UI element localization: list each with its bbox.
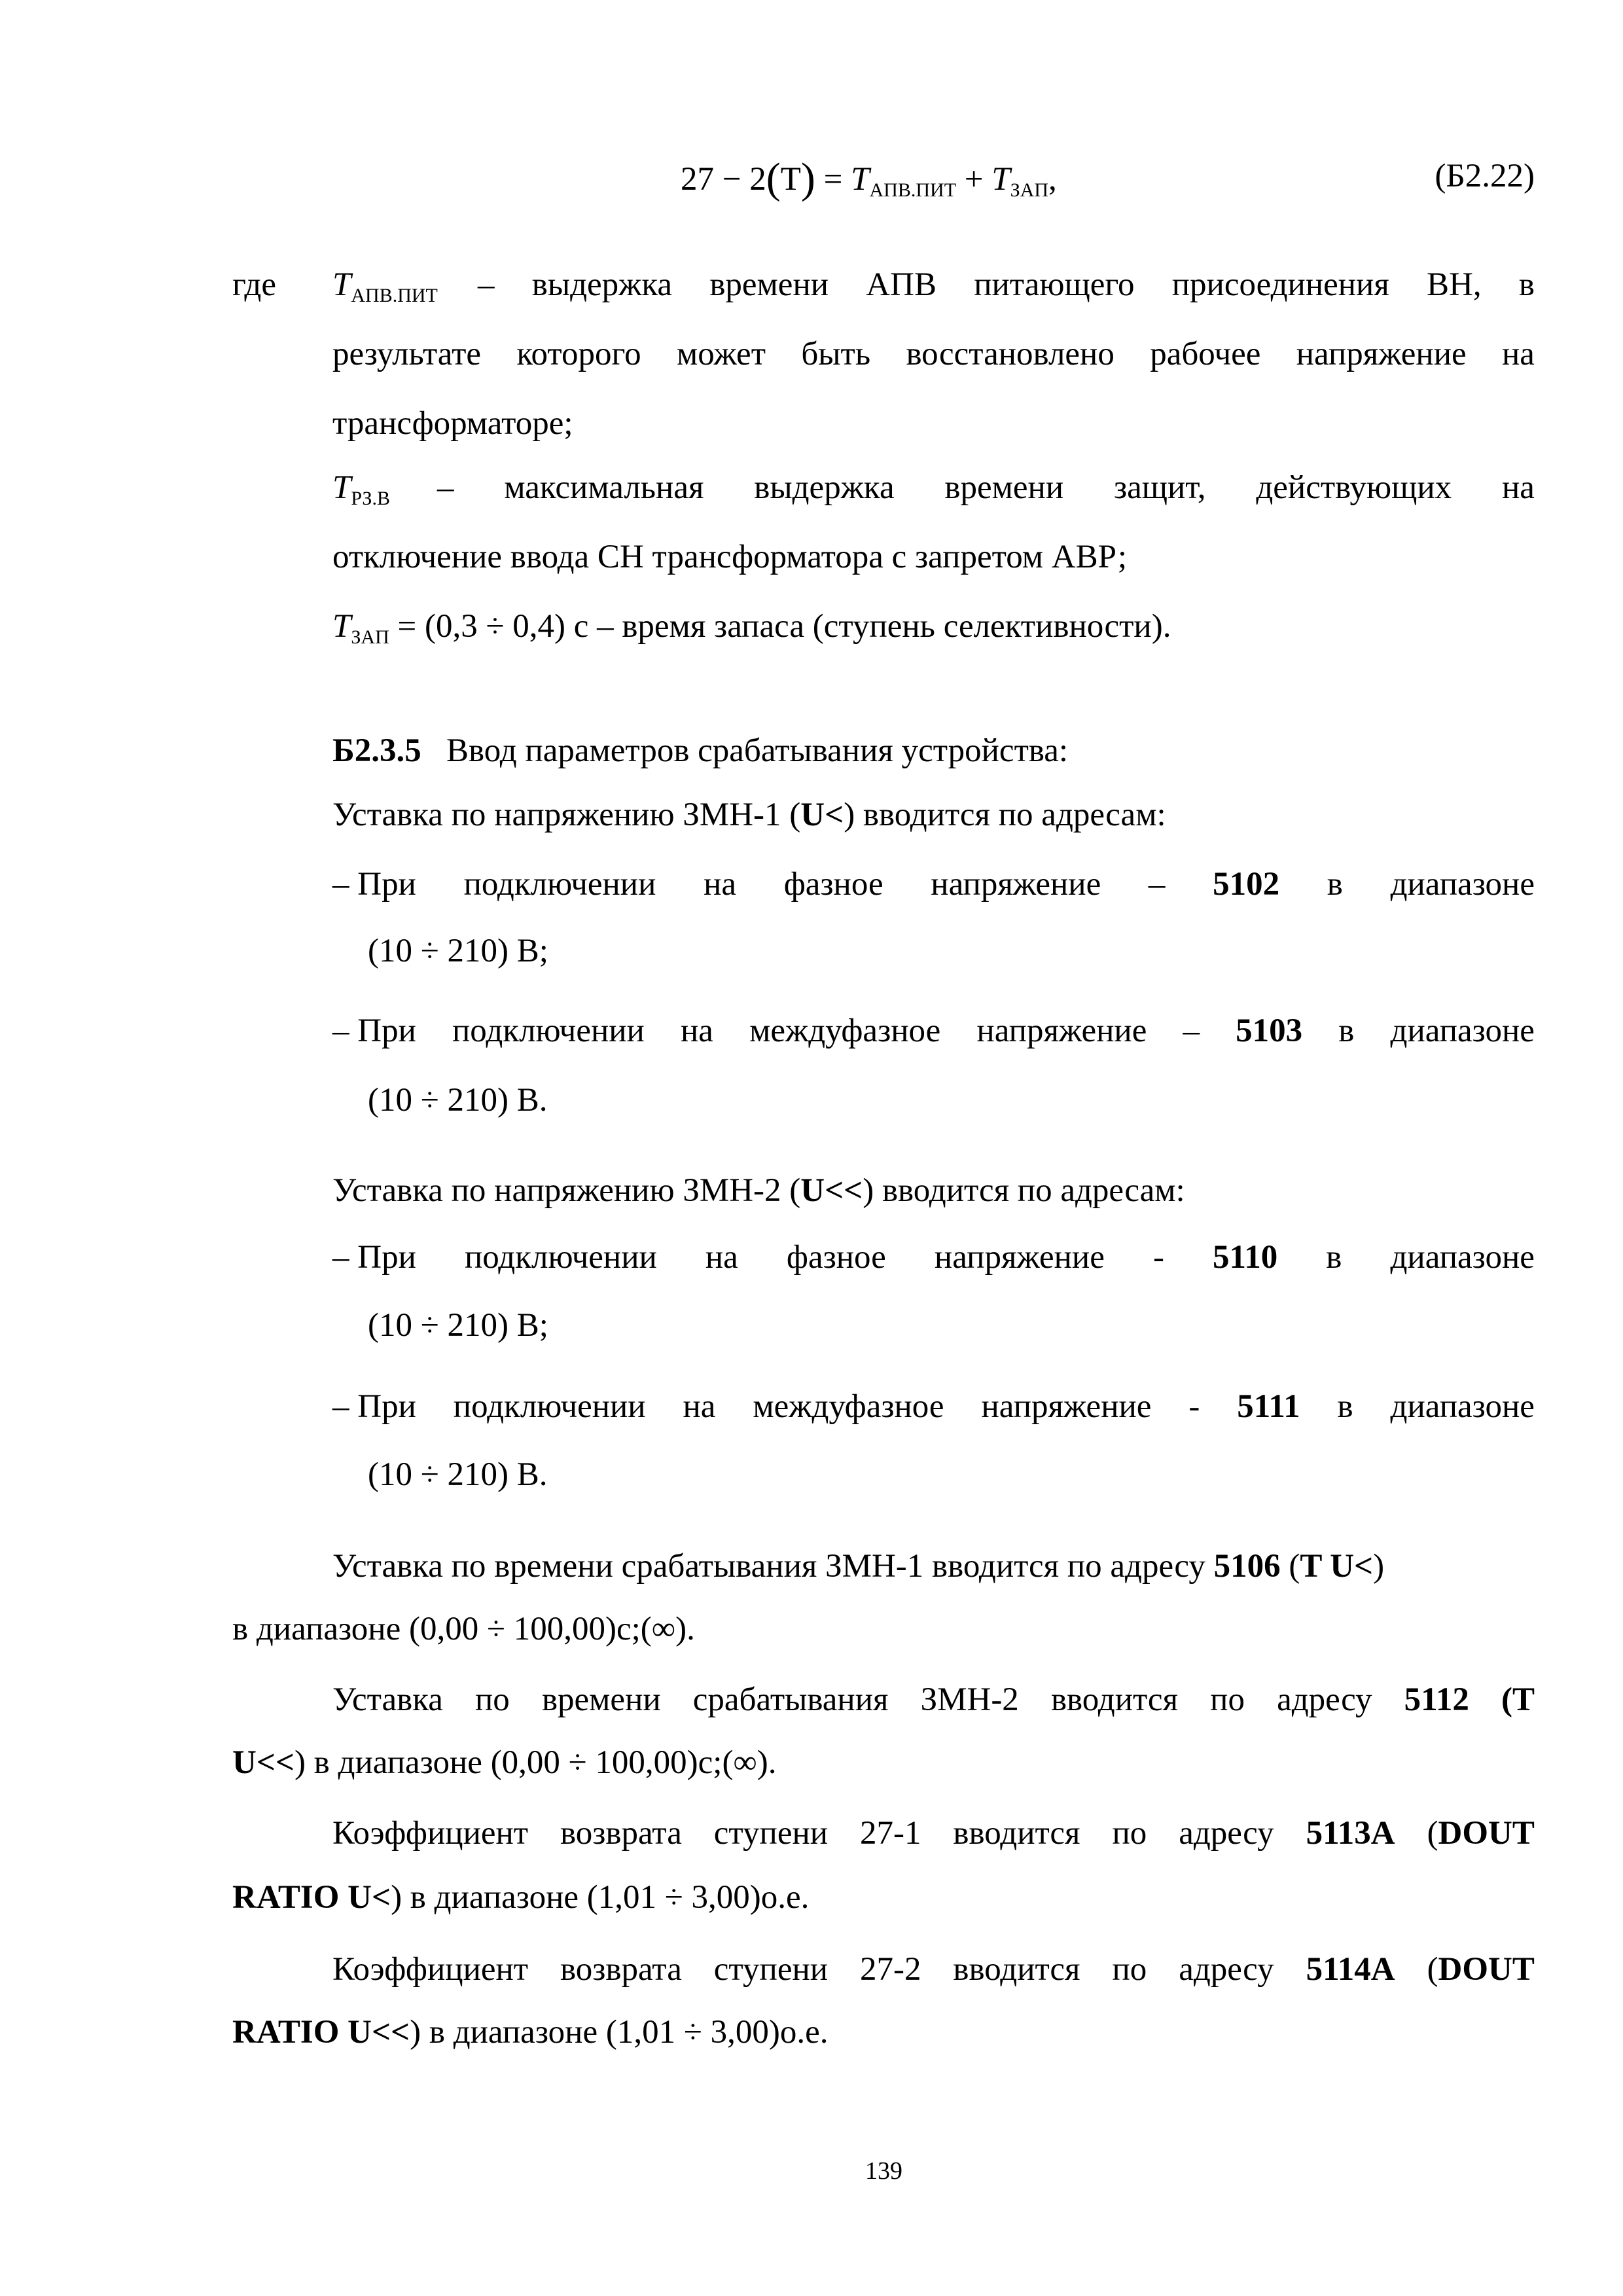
address: 5103: [1236, 1013, 1303, 1049]
word: диапазоне: [1390, 1388, 1535, 1425]
word: которого: [516, 336, 641, 372]
word: Коэффициент: [332, 1815, 529, 1852]
word: диапазоне: [1390, 1239, 1535, 1276]
word: –: [478, 266, 495, 303]
zmn1-item1-line1: [332, 865, 1535, 903]
word: –: [1148, 866, 1166, 903]
word: максимальная: [504, 469, 704, 506]
word: диапазоне: [1390, 866, 1535, 903]
word: -: [1188, 1388, 1200, 1425]
word: возврата: [560, 1815, 682, 1852]
word: – При: [332, 1239, 416, 1276]
word: времени: [709, 266, 829, 303]
word: в: [1326, 1239, 1342, 1276]
word: фазное: [786, 1239, 886, 1276]
word: на: [704, 866, 737, 903]
word: ступени: [713, 1951, 829, 1988]
word: по: [475, 1681, 510, 1718]
zmn1-item2-range: (10 ÷ 210) В.: [368, 1082, 548, 1119]
formula-t1: T: [851, 161, 870, 198]
where-label: где: [232, 266, 276, 303]
word: Уставка: [332, 1681, 443, 1718]
address: 5112: [1404, 1681, 1469, 1718]
word: адресу: [1179, 1815, 1274, 1852]
where-item2-line1: [437, 469, 1535, 507]
ratio2-range: (1,01 ÷ 3,00)о.е.: [605, 2014, 829, 2051]
word: напряжение: [976, 1013, 1147, 1049]
zmn2-item1-line1: [332, 1238, 1535, 1276]
word: Коэффициент: [332, 1951, 529, 1988]
word: –: [437, 469, 454, 506]
formula-t2: T: [991, 161, 1010, 198]
reserve-time-value: = (0,3 ÷ 0,4) с: [397, 608, 589, 645]
code-wrap: [1427, 1814, 1535, 1852]
code-open: (T: [1501, 1681, 1535, 1718]
word: на: [1501, 469, 1535, 506]
formula-plus: +: [964, 161, 984, 198]
zmn1-item2-line1: [332, 1012, 1535, 1050]
word: срабатывания: [692, 1681, 889, 1718]
address: 5102: [1213, 866, 1280, 903]
formula-lhs-arg: Т: [780, 161, 801, 198]
formula-t1-sub: АПВ.ПИТ: [869, 179, 957, 201]
word: действующих: [1256, 469, 1452, 506]
word: ЗМН-2: [920, 1681, 1019, 1718]
word: напряжение: [931, 866, 1101, 903]
ratio2-line2: RATIO U<<) в диапазоне (1,01 ÷ 3,00)о.е.: [232, 2014, 829, 2051]
section-number: Б2.3.5: [332, 732, 421, 769]
formula-t2-sub: ЗАП: [1010, 179, 1049, 201]
word: напряжение: [981, 1388, 1152, 1425]
word: присоединения: [1171, 266, 1389, 303]
word: по: [1112, 1815, 1147, 1852]
word: восстановлено: [906, 336, 1115, 372]
time1-range: (0,00 ÷ 100,00)с;(∞).: [409, 1611, 695, 1647]
word: на: [705, 1239, 738, 1276]
word: подключении: [464, 1239, 657, 1276]
ratio1-line2: RATIO U<) в диапазоне (1,01 ÷ 3,00)о.е.: [232, 1879, 810, 1916]
word: вводится: [953, 1951, 1080, 1988]
word: на: [683, 1388, 716, 1425]
code-open: (: [1427, 1815, 1438, 1852]
address: 5110: [1213, 1239, 1278, 1276]
word: –: [1183, 1013, 1200, 1049]
page-number: 139: [865, 2157, 902, 2185]
word: в: [1327, 866, 1343, 903]
time2-range: (0,00 ÷ 100,00)с;(∞).: [490, 1744, 777, 1781]
zmn2-item2-line1: [332, 1388, 1535, 1426]
word: -: [1152, 1239, 1164, 1276]
code-wrap: [1427, 1950, 1535, 1988]
where-item1-line1: [478, 266, 1535, 304]
word: вводится: [953, 1815, 1080, 1852]
word: выдержка: [531, 266, 673, 303]
zmn2-item2-range: (10 ÷ 210) В.: [368, 1456, 548, 1493]
word: 27-1: [860, 1815, 921, 1852]
word: напряжение: [934, 1239, 1105, 1276]
word: быть: [801, 336, 871, 372]
formula-lhs: 27 − 2: [681, 161, 766, 198]
formula-tail: ,: [1048, 161, 1057, 198]
code: DOUT: [1438, 1815, 1535, 1852]
time1-address: 5106: [1213, 1548, 1281, 1585]
zmn1-intro: Уставка по напряжению ЗМН-1 (U<) вводится по адресам:: [332, 797, 1166, 833]
word: диапазоне: [1390, 1013, 1535, 1049]
address: 5111: [1237, 1388, 1300, 1425]
word: АПВ: [866, 266, 936, 303]
word: адресу: [1179, 1951, 1274, 1988]
word: в: [1518, 266, 1535, 303]
word: на: [1502, 336, 1535, 372]
address: 5114А: [1306, 1951, 1395, 1988]
ratio2-line1: [332, 1950, 1535, 1988]
ratio1-range: (1,01 ÷ 3,00)о.е.: [586, 1879, 810, 1916]
word: подключении: [453, 1388, 646, 1425]
word: защит,: [1113, 469, 1206, 506]
formula-b2-22: $27 - 2(Т) = T_{АПВ.ПИТ} + T_{ЗАП}$,: [681, 154, 1057, 202]
word: результате: [332, 336, 482, 372]
section-heading: [332, 732, 1068, 770]
word: по: [1112, 1951, 1147, 1988]
word: питающего: [974, 266, 1135, 303]
where-item3: $T_{ЗАП} = (0,3 \div 0,4)$ с – время запаса (ступень селективности).: [332, 608, 1171, 648]
time1-line1: Уставка по времени срабатывания ЗМН-1 вводится по адресу 5106 (T U<): [332, 1548, 1385, 1585]
section-title: Ввод параметров срабатывания устройства:: [446, 732, 1069, 769]
word: на: [680, 1013, 713, 1049]
time2-line1: [332, 1681, 1535, 1719]
word: выдержка: [754, 469, 895, 506]
reserve-time-text: – время запаса (ступень селективности).: [597, 608, 1171, 645]
word: вводится: [1050, 1681, 1179, 1718]
zmn1-item1-range: (10 ÷ 210) В;: [368, 933, 548, 969]
word: в: [1337, 1388, 1353, 1425]
word: подключении: [463, 866, 656, 903]
word: – При: [332, 1388, 416, 1425]
zmn2-intro: Уставка по напряжению ЗМН-2 (U<<) вводится по адресам:: [332, 1172, 1185, 1209]
word: напряжение: [1296, 336, 1467, 372]
word: времени: [944, 469, 1064, 506]
word: – При: [332, 866, 416, 903]
word: времени: [541, 1681, 661, 1718]
word: подключении: [452, 1013, 645, 1049]
word: 27-2: [860, 1951, 921, 1988]
word: по: [1210, 1681, 1245, 1718]
address: 5113А: [1306, 1815, 1395, 1852]
time2-line2: U<<) в диапазоне (0,00 ÷ 100,00)с;(∞).: [232, 1744, 777, 1781]
ratio1-line1: [332, 1814, 1535, 1852]
word: – При: [332, 1013, 416, 1049]
where-item1-line2: [332, 335, 1535, 373]
word: адресу: [1277, 1681, 1372, 1718]
time1-line2: в диапазоне (0,00 ÷ 100,00)с;(∞).: [232, 1611, 695, 1647]
code-open: (: [1427, 1951, 1438, 1988]
word: может: [676, 336, 766, 372]
word: рабочее: [1150, 336, 1261, 372]
word: в: [1338, 1013, 1355, 1049]
where-item1-symbol: $T_{АПВ.ПИТ}$: [332, 266, 438, 306]
code: DOUT: [1438, 1951, 1535, 1988]
word: фазное: [783, 866, 883, 903]
word: возврата: [560, 1951, 682, 1988]
formula-number: (Б2.22): [1435, 158, 1535, 194]
word: междуфазное: [753, 1388, 944, 1425]
where-item2-symbol: $T_{РЗ.В}$: [332, 469, 390, 509]
where-item2-line2: отключение ввода СН трансформатора с запретом АВР;: [332, 539, 1128, 575]
zmn2-item1-range: (10 ÷ 210) В;: [368, 1307, 548, 1344]
word: ВН,: [1427, 266, 1482, 303]
where-item1-line3: трансформаторе;: [332, 405, 573, 442]
word: междуфазное: [749, 1013, 941, 1049]
word: ступени: [713, 1815, 829, 1852]
